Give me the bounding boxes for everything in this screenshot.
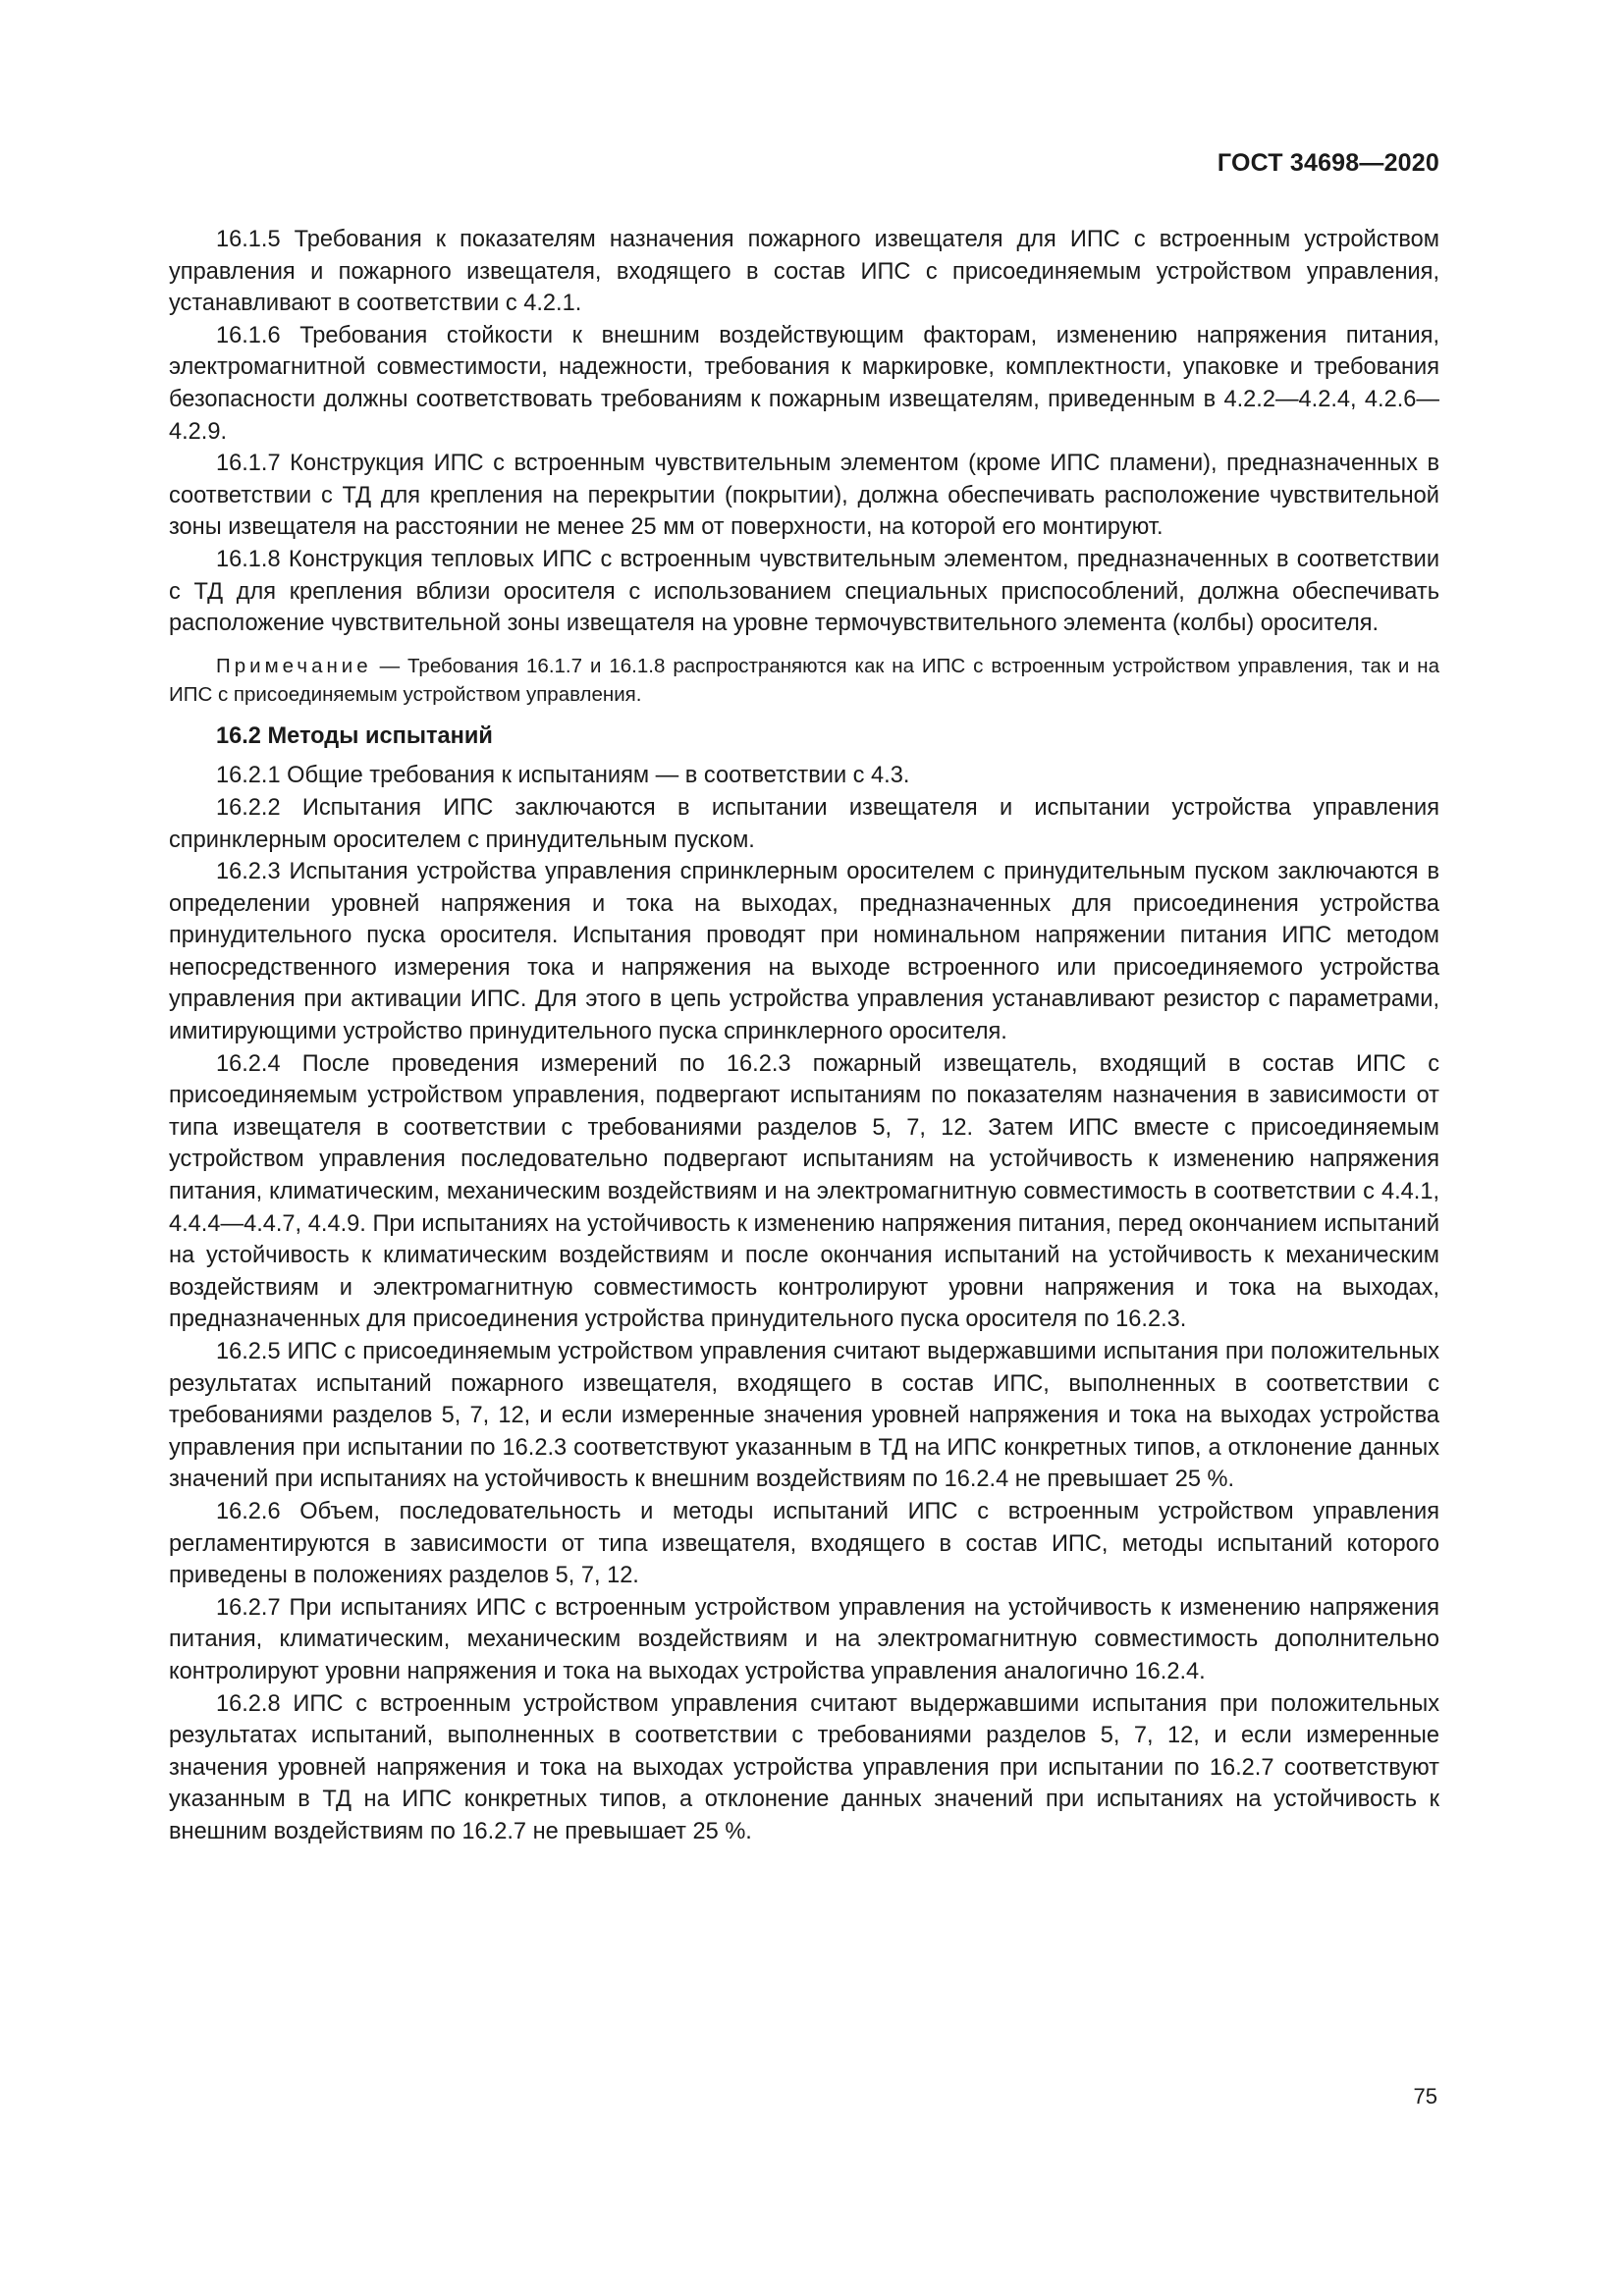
- section-title: 16.2 Методы испытаний: [216, 722, 493, 749]
- paragraph-16-2-7: 16.2.7 При испытаниях ИПС с встроенным устройством управления на устойчивость к изменению напряжения питания, климатическим, механическим воздействиям и на электромагнитную совместимость дополнительно контролируют уровни напряжения и тока на выходах устройства управления аналогично 16.2.4.: [169, 1594, 1439, 1684]
- paragraph-16-2-2: 16.2.2 Испытания ИПС заключаются в испытании извещателя и испытании устройства управления спринклерным оросителем с принудительным пуском.: [169, 794, 1439, 853]
- paragraph-16-1-5: 16.1.5 Требования к показателям назначения пожарного извещателя для ИПС с встроенным устройством управления и пожарного извещателя, входящего в состав ИПС с присоединяемым устройством управления, устанавливают в соответствии с 4.2.1.: [169, 227, 1439, 317]
- paragraph-16-2-4: 16.2.4 После проведения измерений по 16.2.3 пожарный извещатель, входящий в состав ИПС с присоединяемым устройством управления, подвергают испытаниям по показателям назначения в зависимости от типа извещателя в соответствии с требованиями разделов 5, 7, 12. Затем ИПС вместе с присоединяемым устройством управления последовательно подвергают испытаниям на устойчивость к изменению напряжения питания, климатическим, механическим воздействиям и на электромагнитную совместимость в соответствии с 4.4.1, 4.4.4—4.4.7, 4.4.9. При испытаниях на устойчивость к изменению напряжения питания, перед окончанием испытаний на устойчивость к климатическим воздействиям и после окончания испытаний на устойчивость к механическим воздействиям и электромагнитную совместимость контролируют уровни напряжения и тока на выходах, предназначенных для присоединения устройства принудительного пуска оросителя по 16.2.3.: [169, 1050, 1439, 1333]
- paragraph-16-2-1: 16.2.1 Общие требования к испытаниям — в соответствии с 4.3.: [216, 763, 910, 789]
- paragraph-16-1-7: 16.1.7 Конструкция ИПС с встроенным чувствительным элементом (кроме ИПС пламени), предназначенных в соответствии с ТД для крепления на перекрытии (покрытии), должна обеспечивать расположение чувствительной зоны извещателя на расстоянии не менее 25 мм от поверхности, на которой его монтируют.: [169, 451, 1439, 541]
- paragraph-16-1-8: 16.1.8 Конструкция тепловых ИПС с встроенным чувствительным элементом, предназначенных в соответствии с ТД для крепления вблизи оросителя с использованием специальных приспособлений, должна обеспечивать расположение чувствительной зоны извещателя на уровне термочувствительного элемента (колбы) оросителя.: [169, 546, 1439, 637]
- note-text: — Требования 16.1.7 и 16.1.8 распространяются как на ИПС с встроенным устройством управления, так и на ИПС с присоединяемым устройством управления.: [169, 654, 1439, 706]
- paragraph-16-2-5: 16.2.5 ИПС с присоединяемым устройством управления считают выдержавшими испытания при положительных результатах испытаний пожарного извещателя, входящего в состав ИПС, выполненных в соответствии с требованиями разделов 5, 7, 12, и если измеренные значения уровней напряжения и тока на выходах устройства управления при испытании по 16.2.3 соответствуют указанным в ТД на ИПС конкретных типов, а отклонение данных значений при испытаниях на устойчивость к внешним воздействиям по 16.2.4 не превышает 25 %.: [169, 1339, 1439, 1493]
- paragraph-16-2-3: 16.2.3 Испытания устройства управления спринклерным оросителем с принудительным пуском заключаются в определении уровней напряжения и тока на выходах, предназначенных для присоединения устройства принудительного пуска оросителя. Испытания проводят при номинальном напряжении питания ИПС методом непосредственного измерения тока и напряжения на выходе встроенного или присоединяемого устройства управления при активации ИПС. Для этого в цепь устройства управления устанавливают резистор с параметрами, имитирующими устройство принудительного пуска спринклерного оросителя.: [169, 859, 1439, 1045]
- document-body: [169, 224, 1439, 1848]
- paragraph-16-2-8: 16.2.8 ИПС с встроенным устройством управления считают выдержавшими испытания при положительных результатах испытаний, выполненных в соответствии с требованиями разделов 5, 7, 12, и если измеренные значения уровней напряжения и тока на выходах устройства управления при испытании по 16.2.7 соответствуют указанным в ТД на ИПС конкретных типов, а отклонение данных значений при испытаниях на устойчивость к внешним воздействиям по 16.2.7 не превышает 25 %.: [169, 1690, 1439, 1844]
- paragraph-16-2-6: 16.2.6 Объем, последовательность и методы испытаний ИПС с встроенным устройством управления регламентируются в зависимости от типа извещателя, входящего в состав ИПС, методы испытаний которого приведены в положениях разделов 5, 7, 12.: [169, 1498, 1439, 1589]
- standard-header: ГОСТ 34698—2020: [1217, 149, 1439, 177]
- paragraph-16-1-6: 16.1.6 Требования стойкости к внешним воздействующим факторам, изменению напряжения питания, электромагнитной совместимости, надежности, требования к маркировке, комплектности, упаковке и требования безопасности должны соответствовать требованиям к пожарным извещателям, приведенным в 4.2.2—4.2.4, 4.2.6—4.2.9.: [169, 322, 1439, 445]
- note-label: Примечание: [216, 654, 372, 677]
- page-number: 75: [1413, 2084, 1437, 2109]
- note: [169, 652, 1439, 709]
